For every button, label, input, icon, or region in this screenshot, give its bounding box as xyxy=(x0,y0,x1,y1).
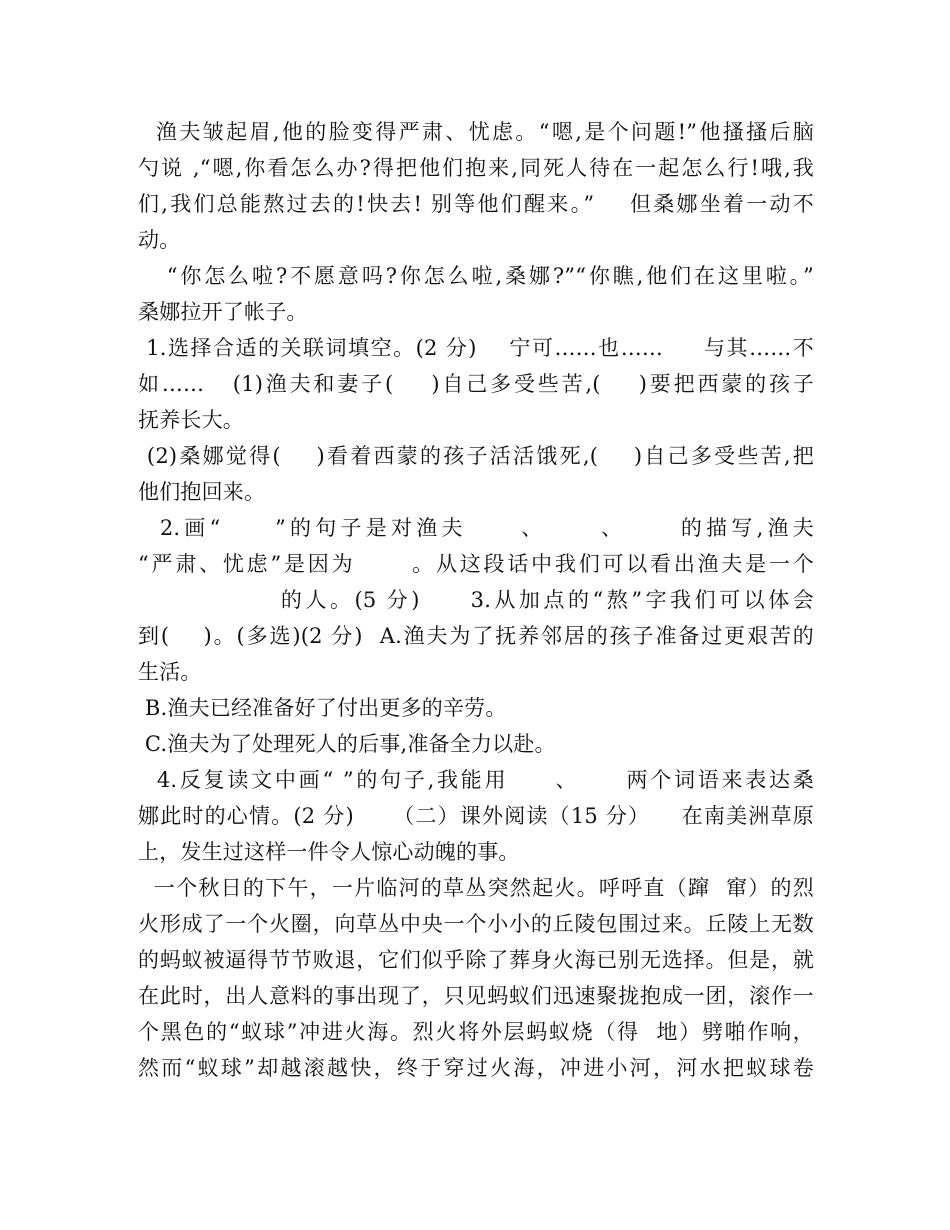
text-line: 们,我们总能熬过去的!快去! 别等他们醒来。” 但桑娜坐着一动不 xyxy=(138,192,814,216)
question-2-line: 的人。(5 分) 3.从加点的“熬”字我们可以体会 xyxy=(138,588,814,612)
question-3-option-b: B.渔夫已经准备好了付出更多的辛劳。 xyxy=(138,696,507,720)
text-line: “你怎么啦?不愿意吗?你怎么啦,桑娜?”“你瞧,他们在这里啦。” xyxy=(138,264,814,288)
question-3-option-c: C.渔夫为了处理死人的后事,准备全力以赴。 xyxy=(138,732,556,756)
question-1-line: 抚养长大。 xyxy=(138,408,244,432)
text-line: 勺说 ,“嗯,你看怎么办?得把他们抱来,同死人待在一起怎么行!哦,我 xyxy=(138,156,814,180)
reading-passage-line: 在此时，出人意料的事出现了，只见蚂蚁们迅速聚拢抱成一团，滚作一 xyxy=(138,984,814,1008)
reading-passage-line: 火形成了一个火圈，向草丛中央一个小小的丘陵包围过来。丘陵上无数 xyxy=(138,912,814,936)
question-1-line: (2)桑娜觉得( )看着西蒙的孩子活活饿死,( )自己多受些苦,把 xyxy=(138,444,814,468)
reading-passage-line: 一个秋日的下午，一片临河的草丛突然起火。呼呼直（蹿 窜）的烈 xyxy=(138,876,814,900)
question-4-line: 4.反复读文中画“ ”的句子,我能用 、 两个词语来表达桑 xyxy=(138,768,814,792)
question-2-line: 2.画“ ”的句子是对渔夫 、 、 的描写,渔夫 xyxy=(138,516,814,540)
reading-passage-line: 然而“蚁球”却越滚越快，终于穿过火海，冲进小河，河水把蚁球卷 xyxy=(138,1056,814,1080)
text-line: 动。 xyxy=(138,228,181,252)
text-line: 桑娜拉开了帐子。 xyxy=(138,300,308,324)
reading-passage-line: 上，发生过这样一件令人惊心动魄的事。 xyxy=(138,840,520,864)
question-3-line: 生活。 xyxy=(138,660,202,684)
question-1-line: 如…… (1)渔夫和妻子( )自己多受些苦,( )要把西蒙的孩子 xyxy=(138,372,814,396)
reading-passage-line: 个黑色的“蚁球”冲进火海。烈火将外层蚂蚁烧（得 地）劈啪作响， xyxy=(138,1020,814,1044)
question-1-line: 他们抱回来。 xyxy=(138,480,266,504)
reading-passage-line: 的蚂蚁被逼得节节败退，它们似乎除了葬身火海已别无选择。但是，就 xyxy=(138,948,814,972)
question-3-line: 到( )。(多选)(2 分) A.渔夫为了抚养邻居的孩子准备过更艰苦的 xyxy=(138,624,814,648)
question-4-line: 娜此时的心情。(2 分) （二）课外阅读（15 分） 在南美洲草原 xyxy=(138,804,814,828)
question-1-line: 1.选择合适的关联词填空。(2 分) 宁可……也…… 与其……不 xyxy=(138,336,814,360)
text-line: 渔夫皱起眉,他的脸变得严肃、忧虑。“嗯,是个问题!”他搔搔后脑 xyxy=(138,120,814,144)
question-2-line: “严肃、忧虑”是因为 。从这段话中我们可以看出渔夫是一个 xyxy=(138,552,814,576)
